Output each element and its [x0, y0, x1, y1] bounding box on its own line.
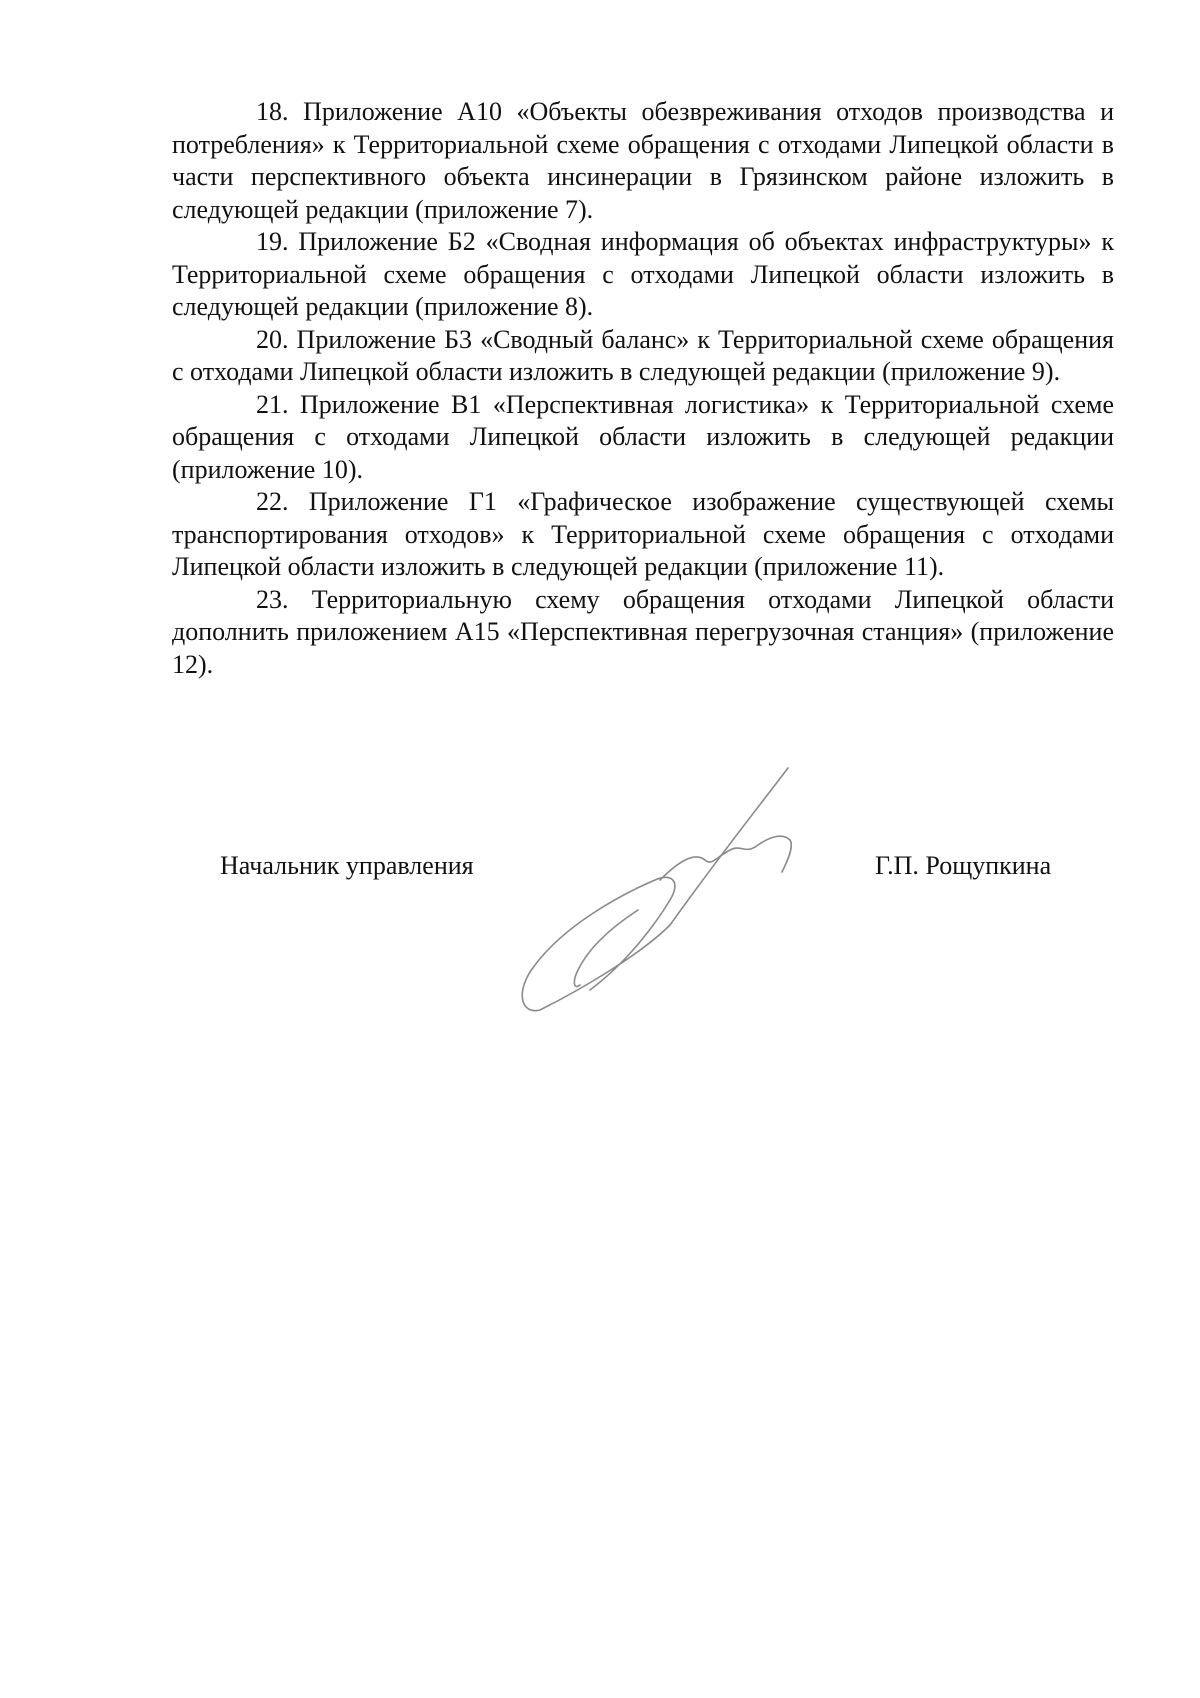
paragraph-20: 20. Приложение Б3 «Сводный баланс» к Территориальной схеме обращения с отходами Липецкой области изложить в следующей редакции (приложение 9). — [172, 324, 1114, 386]
paragraph-21: 21. Приложение В1 «Перспективная логистика» к Территориальной схеме обращения с отходами Липецкой области изложить в следующей редакции (приложение 10). — [172, 389, 1114, 484]
signatory-name: Г.П. Рощупкина — [875, 851, 1052, 880]
paragraph-23: 23. Территориальную схему обращения отходами Липецкой области дополнить приложением А15 «Перспективная перегрузочная станция» (приложение 12). — [172, 584, 1114, 679]
handwritten-signature — [520, 760, 820, 1040]
document-body — [172, 96, 1114, 681]
paragraph-19: 19. Приложение Б2 «Сводная информация об объектах инфраструктуры» к Территориальной схеме обращения с отходами Липецкой области изложить в следующей редакции (приложение 8). — [172, 227, 1114, 321]
paragraph-18: 18. Приложение А10 «Объекты обезвреживания отходов производства и потребления» к Территориальной схеме обращения с отходами Липецкой области в части перспективного объекта инсинерации в Грязинском районе изложить в следующей редакции (приложение 7). — [172, 97, 1114, 224]
paragraph-22: 22. Приложение Г1 «Графическое изображение существующей схемы транспортирования отходов» к Территориальной схеме обращения с отходами Липецкой области изложить в следующей редакции (приложение 11). — [172, 487, 1114, 581]
signatory-title: Начальник управления — [220, 851, 474, 880]
